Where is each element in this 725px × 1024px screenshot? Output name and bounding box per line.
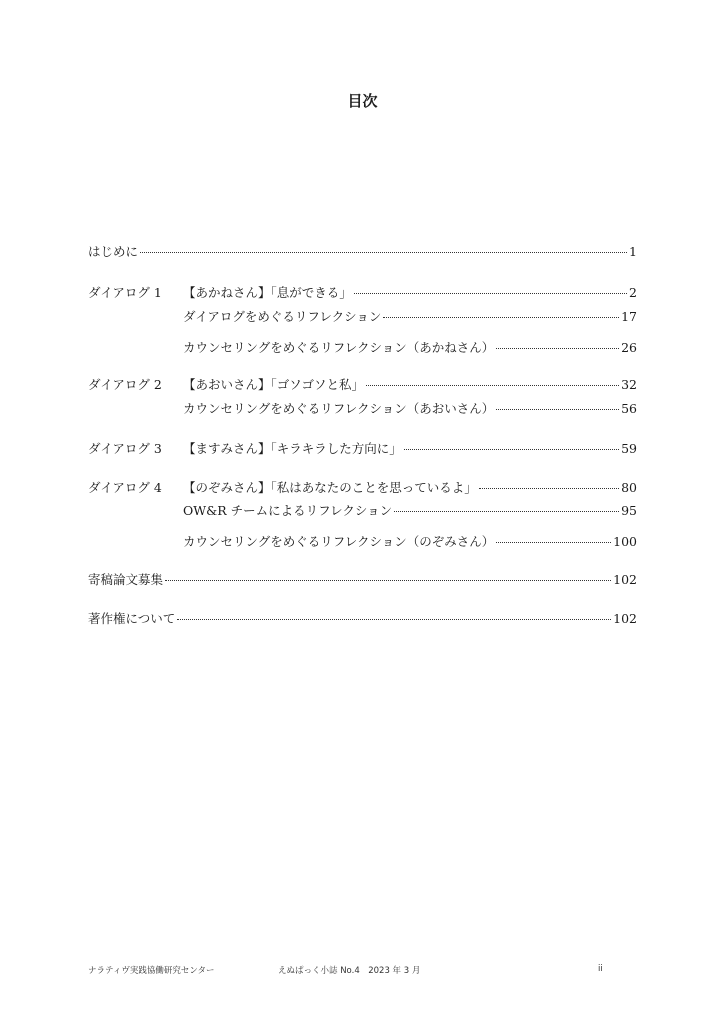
toc-page-number: 32 [621,377,637,392]
toc-page-number: 102 [613,572,637,587]
toc-entry[interactable] [183,502,637,520]
toc-page-number: 100 [613,534,637,549]
dot-leader [177,619,611,620]
toc-entry-label: はじめに [88,244,139,259]
dot-leader [354,293,627,294]
toc-entry-label: 【あかねさん】「息ができる」 [183,285,352,300]
toc-entry-label: OW&R チームによるリフレクション [183,503,393,518]
chapter-label-dialog-2: ダイアログ 2 [88,377,162,392]
toc-page-number: 95 [621,503,637,518]
footer-issue: えぬぱっく小誌 No.4 2023 年 3 月 [278,966,421,976]
toc-entry[interactable] [183,440,637,458]
page-title: 目次 [347,92,378,110]
toc-entry[interactable] [183,533,637,551]
toc-entry[interactable] [183,308,637,326]
toc-entry-label: 【あおいさん】「ゴソゴソと私」 [183,377,365,392]
toc-page-number: 1 [629,244,637,259]
toc-page-number: 102 [613,611,637,626]
toc-page-number: 80 [621,480,637,495]
toc-entry-call-for-papers[interactable] [88,571,637,589]
toc-page-number: 59 [621,441,637,456]
toc-entry[interactable] [183,479,637,497]
dot-leader [496,409,619,410]
dot-leader [140,252,627,253]
toc-entry[interactable] [183,400,637,418]
dot-leader [496,348,619,349]
toc-entry-label: カウンセリングをめぐるリフレクション（あかねさん） [183,340,495,355]
chapter-label-dialog-3: ダイアログ 3 [88,441,162,456]
toc-entry-label: 【のぞみさん】「私はあなたのことを思っているよ」 [183,480,477,495]
dot-leader [496,542,611,543]
toc-entry[interactable] [183,339,637,357]
dot-leader [404,449,619,450]
toc-entry[interactable] [183,284,637,302]
toc-entry-intro[interactable] [88,243,637,261]
dot-leader [165,580,611,581]
dot-leader [366,385,619,386]
dot-leader [479,488,619,489]
toc-entry[interactable] [183,376,637,394]
toc-page-number: 17 [621,309,637,324]
toc-entry-label: カウンセリングをめぐるリフレクション（のぞみさん） [183,534,495,549]
footer-organization: ナラティヴ実践協働研究センター [88,966,215,976]
chapter-label-dialog-1: ダイアログ 1 [88,285,162,300]
toc-entry-label: カウンセリングをめぐるリフレクション（あおいさん） [183,401,495,416]
toc-entry-copyright[interactable] [88,610,637,628]
toc-entry-label: 寄稿論文募集 [88,572,164,587]
toc-page-number: 2 [629,285,637,300]
dot-leader [394,511,619,512]
chapter-label-dialog-4: ダイアログ 4 [88,480,162,495]
dot-leader [383,317,619,318]
toc-entry-label: 【ますみさん】「キラキラした方向に」 [183,441,402,456]
toc-page-number: 56 [621,401,637,416]
toc-entry-label: 著作権について [88,611,176,626]
footer-page-number: ii [598,964,603,974]
toc-entry-label: ダイアログをめぐるリフレクション [183,309,382,324]
toc-page-number: 26 [621,340,637,355]
